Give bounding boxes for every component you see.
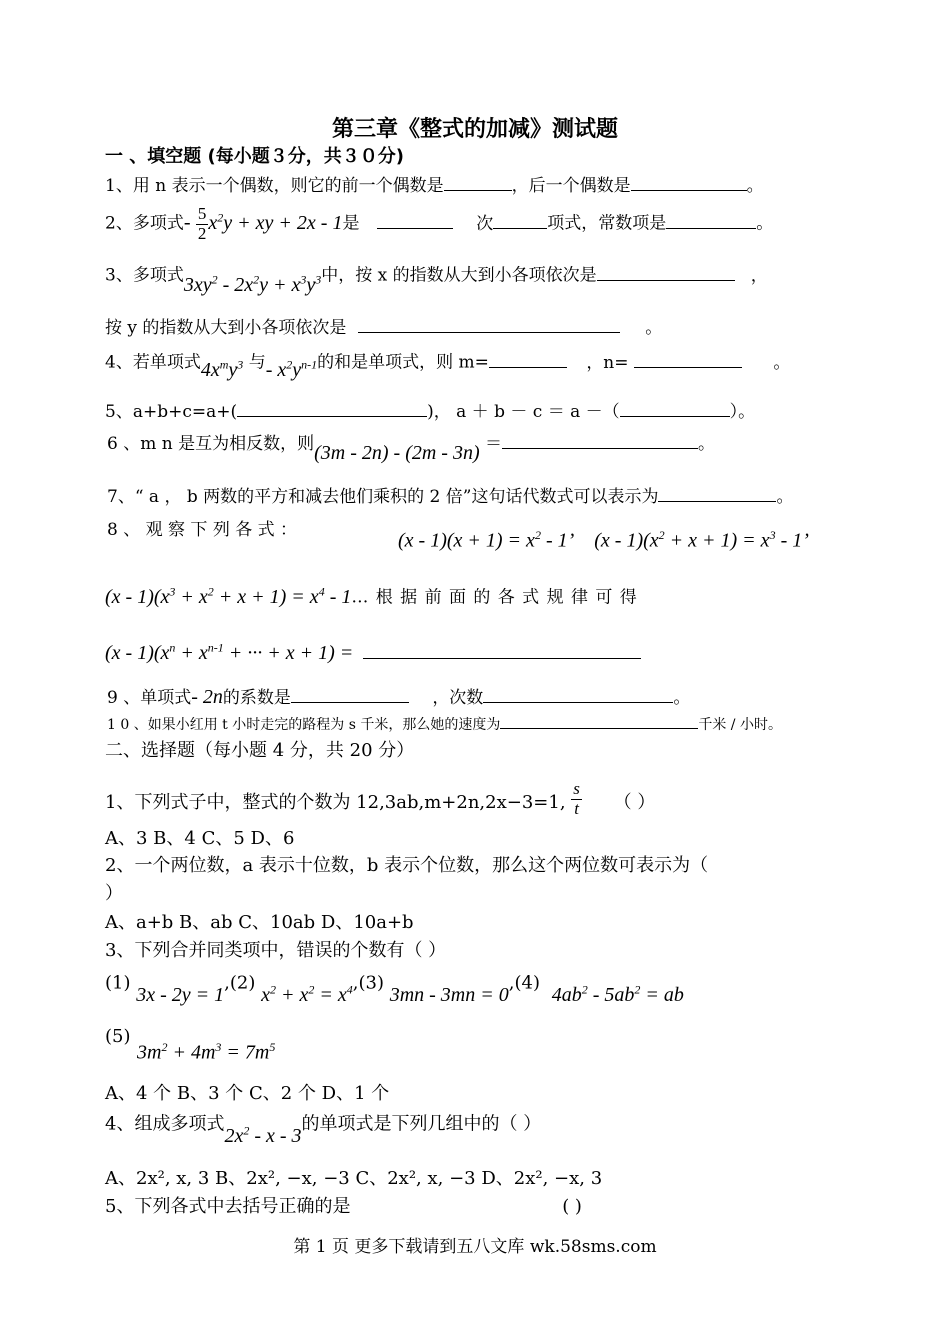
q9-monomial: - 2n [191,686,223,708]
c5-answer-paren[interactable]: ( ) [562,1196,582,1217]
page-footer: 第 1 页 更多下载请到五八文库 wk.58sms.com [293,1237,657,1257]
q6-blank[interactable] [502,447,698,449]
q9-blank-2[interactable] [483,701,673,703]
question-8 [107,520,297,540]
q9-text-3: ，次数 [432,688,484,708]
question-9 [107,685,690,709]
c1-frac-den: t [574,798,579,818]
q1-blank-2[interactable] [631,189,747,191]
q7-blank[interactable] [658,500,776,502]
question-1 [105,176,764,196]
c3-item-3: 3mn - 3mn = 0 [389,983,509,1006]
c4-polynomial: $2x^2$ - x - 3 [224,1123,302,1147]
c1-options: A、3 B、4 C、5 D、6 [105,828,295,849]
c3-item-2: $x^2 + x^2 = x^4$ [261,982,353,1006]
q4-text-3: 的和是单项式，则 m= [317,352,489,373]
q1-text: 1、用 n 表示一个偶数，则它的前一个偶数是 [105,176,444,196]
q10-blank[interactable] [500,727,698,729]
question-10 [107,717,782,734]
q5-end: ）。 [729,402,756,422]
c1-answer-paren[interactable]: （ ） [613,792,656,814]
q3-comma: ， [750,265,768,286]
q8-text-2: … 根 据 前 面 的 各 式 规 律 可 得 [351,587,638,608]
c5-text: 5、下列各式中去括号正确的是 [105,1196,351,1217]
page-title: 第三章《整式的加减》测试题 [331,117,618,142]
q4-blank-1[interactable] [489,366,567,368]
question-5 [105,402,755,422]
q9-text: 9 、单项式 [107,688,192,708]
c4-text-2: 的单项式是下列几组中的（ ） [301,1113,542,1135]
c3-item-5: $3m^2 + 4m^3 = 7m^5$ [137,1040,276,1064]
c3-label-2: ,(2) [224,972,256,994]
choice-1 [105,779,656,822]
q2-end: 。 [756,213,774,234]
q4-text-4: ，n= [586,352,629,373]
choice-2: 2、一个两位数，a 表示十位数，b 表示个位数，那么这个两位数可表示为（ [105,855,709,876]
q1-end: 。 [746,176,764,196]
question-3 [105,262,768,296]
q2-blank-3[interactable] [666,227,756,229]
q4-monomial-1: $4x^my^3$ [200,357,244,381]
c3-items-row-1 [105,970,684,1006]
q8-formula-3: $(x - 1)(x^3 + x^2 + x + 1) = x^4 - 1$ [105,584,352,608]
c3-options: A、4 个 B、3 个 C、2 个 D、1 个 [105,1083,390,1104]
c3-label-3: ,(3) [352,972,384,994]
c3-label-5: (5) [105,1026,131,1047]
q7-end: 。 [776,487,794,507]
c1-fraction [571,780,582,818]
q1-text-2: ，后一个偶数是 [511,176,631,196]
q5-blank-2[interactable] [620,415,730,417]
q8-formula-4: $(x - 1)(x^n + x^{n-1}$ + ··· + x + 1) = [105,640,354,664]
q2-text-2: 是 [342,213,360,234]
q2-frac-den: 2 [197,223,207,243]
q4-text: 4、若单项式 [105,352,201,373]
q4-text-2: 与 [248,352,266,373]
q9-end: 。 [673,688,691,708]
question-8-line-2 [105,584,638,609]
choice-5 [105,1196,582,1218]
q6-expression: (3m - 2n) - (2m - 3n) [314,442,480,464]
q2-blank-1[interactable] [377,227,453,229]
q3-polynomial: $3xy^2 - 2x^2y + x^3y^3$ [183,272,322,296]
q4-blank-2[interactable] [634,366,742,368]
question-8-line-3 [105,640,641,665]
c3-items-row-2 [105,1026,131,1048]
q8-text: 8 、 观 察 下 列 各 式 ： [107,520,298,540]
q2-frac-num: 5 [197,204,207,223]
q2-blank-2[interactable] [493,227,547,229]
q6-text: 6 、m n 是互为相反数，则 [107,434,315,454]
q1-blank-1[interactable] [444,189,512,191]
q2-text: 2、多项式 [105,213,184,234]
c3-label-1: (1) [105,972,131,994]
q2-polynomial: $x^2y$ + xy + 2x - 1 [208,210,343,234]
q9-text-2: 的系数是 [222,688,291,708]
c3-item-1: 3x - 2y = 1 [136,983,225,1006]
q3-text-3: 按 y 的指数从大到小各项依次是 [105,318,347,338]
q2-text-4: 项式，常数项是 [547,213,667,234]
q4-end: 。 [773,352,791,373]
question-2: 2、多项式- $\frac{5}{2}$ $x^2y$ + xy + 2x - 1是 次 项式，常数项是 。 [105,204,774,243]
c1-frac-num: s [573,779,580,798]
q3-end: 。 [645,318,663,338]
q2-text-3: 次 [476,213,494,234]
q5-blank-1[interactable] [237,415,427,417]
question-4 [105,349,791,381]
section-1-heading: 一 、填空题 (每小题３分，共３０分) [105,146,404,167]
q7-text: 7、“ a ， b 两数的平方和减去他们乘积的 2 倍”这句话代数式可以表示为 [107,487,659,507]
q10-end: 千米 / 小时。 [698,717,782,733]
q6-equals: ＝ [485,434,503,454]
q3-text-2: 中，按 x 的指数从大到小各项依次是 [321,265,597,286]
q8-formula-1: $(x - 1)(x + 1) = x^2 - 1$’ $(x - 1)(x^2 + x + 1) = x^3 - 1$’ [398,528,809,552]
c3-label-4: ,(4) [508,972,540,994]
q5-text-2: )， a ＋ b － c ＝ a －（ [427,402,620,422]
q3-blank-2[interactable] [358,331,620,333]
q4-monomial-2: - $x^2y^{n-1}$ [265,357,318,381]
section-2-heading: 二、选择题（每小题 4 分，共 20 分） [105,740,415,761]
q3-blank-1[interactable] [597,279,735,281]
c2-options: A、a+b B、ab C、10ab D、10a+b [105,912,414,933]
q10-text: 1 0 、如果小红用 t 小时走完的路程为 s 千米，那么她的速度为 [107,717,501,733]
question-3-line-2 [105,318,662,338]
c4-text: 4、组成多项式 [105,1113,225,1135]
choice-2-cont: ） [105,883,123,904]
choice-4 [105,1111,542,1147]
question-7 [107,487,793,507]
choice-3: 3、下列合并同类项中，错误的个数有（ ） [105,940,447,961]
q9-blank-1[interactable] [291,701,409,703]
question-6 [107,431,716,464]
c4-options: A、2x², x, 3 B、2x², −x, −3 C、2x², x, −3 D、2x², −x, 3 [105,1168,603,1189]
c3-item-4: $4ab^2 - 5ab^2$ = ab [551,982,684,1006]
q3-text: 3、多项式 [105,265,184,286]
q2-fraction [196,205,209,243]
q8-blank[interactable] [363,657,641,659]
q6-end: 。 [698,434,716,454]
q5-text: 5、a+b+c=a+( [105,402,238,422]
c1-text: 1、下列式子中，整式的个数为 12,3ab,m+2n,2x−3=1, [105,792,566,814]
